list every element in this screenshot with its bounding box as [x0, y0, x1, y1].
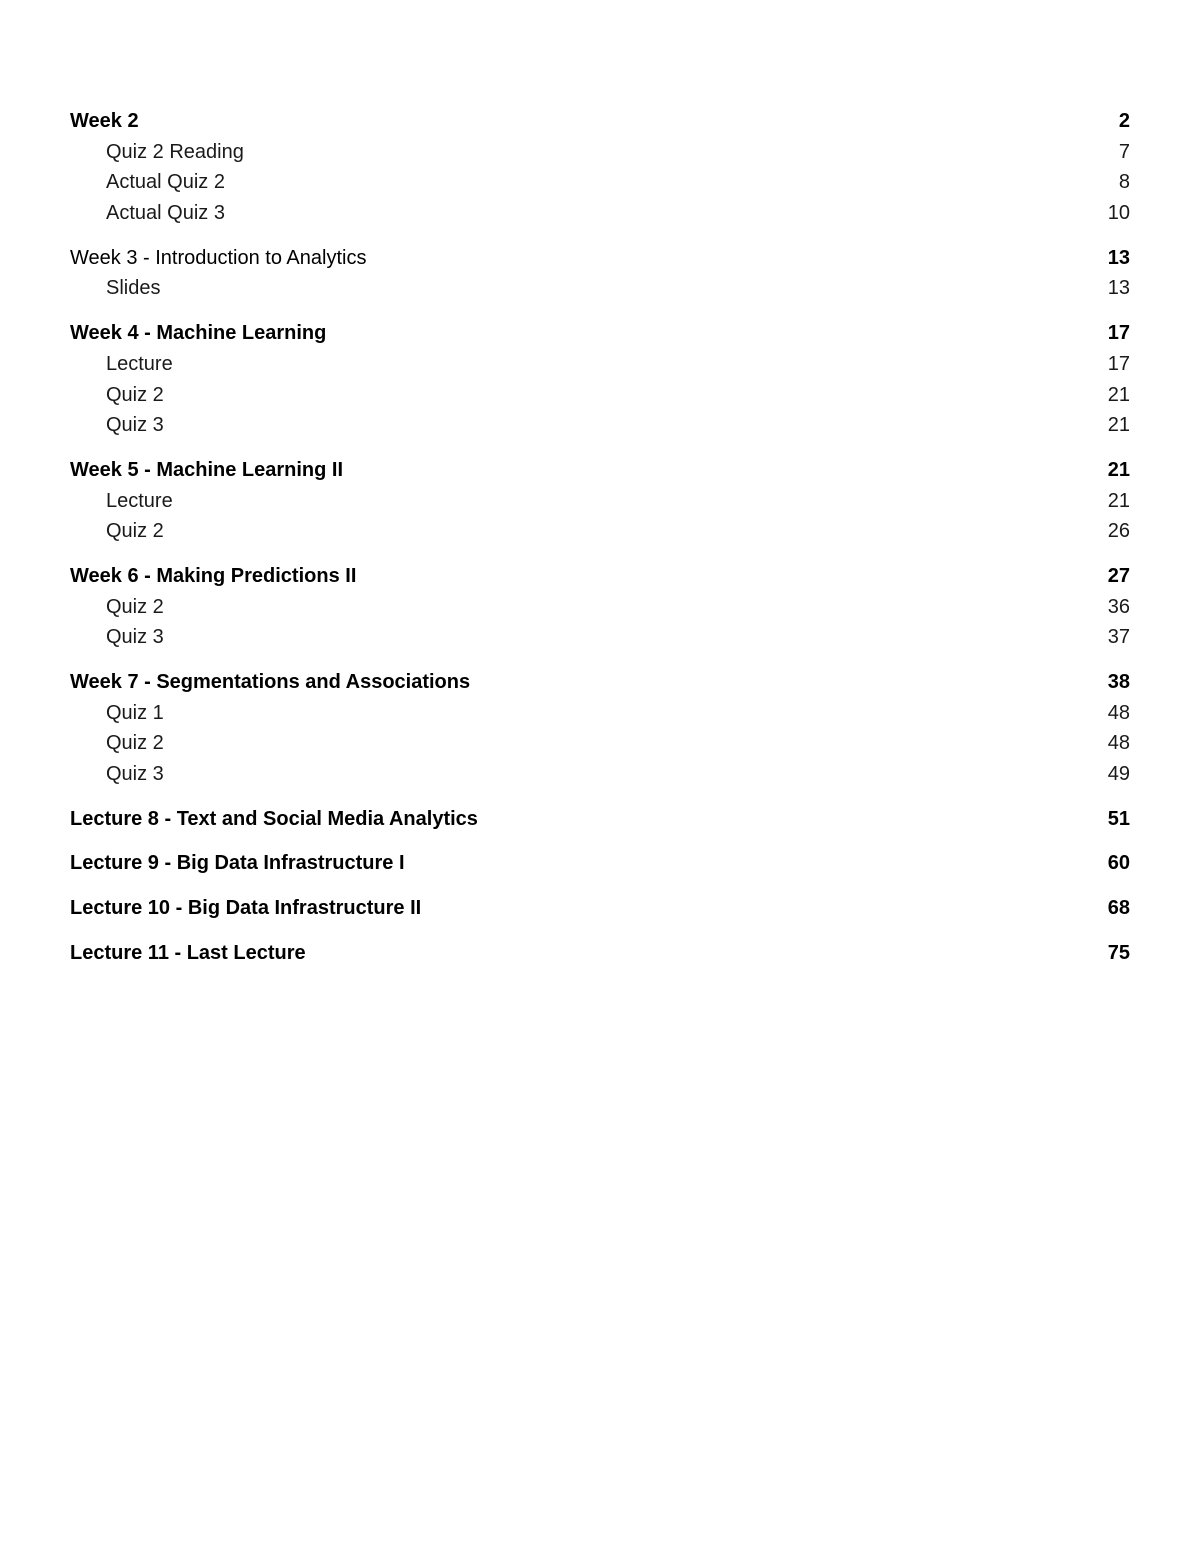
toc-section: [70, 849, 1130, 880]
toc-subentry[interactable]: [70, 199, 1130, 230]
toc-section: [70, 562, 1130, 654]
toc-heading-title: Lecture 8 - Text and Social Media Analytics: [70, 807, 478, 830]
toc-subentry-page-number: 21: [1107, 383, 1130, 406]
toc-heading-page-number: 51: [1107, 807, 1130, 830]
toc-subentry-title: Quiz 2 Reading: [106, 140, 244, 163]
toc-heading-entry[interactable]: [70, 456, 1130, 487]
toc-subentry-page-number: 49: [1107, 763, 1130, 786]
toc-subentry-title: Quiz 3: [106, 414, 164, 437]
toc-heading-entry[interactable]: [70, 319, 1130, 350]
toc-subentry-page-number: 7: [1118, 140, 1130, 163]
toc-subentry[interactable]: [70, 411, 1130, 442]
toc-subentry-title: Quiz 3: [106, 763, 164, 786]
toc-section: [70, 805, 1130, 836]
toc-subentry-title: Actual Quiz 3: [106, 202, 225, 225]
toc-subentry[interactable]: [70, 623, 1130, 654]
toc-subentry-title: Actual Quiz 2: [106, 171, 225, 194]
toc-subentry-page-number: 26: [1107, 520, 1130, 543]
toc-section: [70, 456, 1130, 548]
toc-heading-title: Lecture 10 - Big Data Infrastructure II: [70, 897, 422, 920]
toc-heading-entry[interactable]: [70, 805, 1130, 836]
toc-heading-title: Week 2: [70, 110, 139, 132]
toc-heading-page-number: 21: [1107, 458, 1130, 481]
toc-subentry[interactable]: [70, 487, 1130, 518]
toc-heading-page-number: 38: [1107, 671, 1130, 693]
toc-section: [70, 244, 1130, 305]
toc-subentry[interactable]: [70, 274, 1130, 305]
toc-subentry[interactable]: [70, 760, 1130, 791]
toc-heading-page-number: 17: [1107, 322, 1130, 345]
toc-subentry-page-number: 13: [1107, 277, 1130, 300]
toc-subentry-page-number: 17: [1107, 352, 1130, 375]
toc-subentry-page-number: 21: [1107, 489, 1130, 512]
toc-subentry-page-number: 10: [1107, 202, 1130, 225]
toc-subentry-title: Quiz 1: [106, 701, 164, 724]
toc-heading-page-number: 75: [1107, 941, 1130, 964]
toc-subentry-title: Quiz 2: [106, 595, 164, 618]
toc-heading-title: Week 6 - Making Predictions II: [70, 564, 357, 587]
toc-subentry-page-number: 8: [1118, 171, 1130, 194]
toc-subentry-page-number: 36: [1107, 595, 1130, 618]
toc-heading-page-number: 2: [1118, 110, 1130, 132]
toc-heading-title: Week 3 - Introduction to Analytics: [70, 246, 367, 269]
toc-heading-title: Week 7 - Segmentations and Associations: [70, 671, 471, 693]
toc-subentry[interactable]: [70, 699, 1130, 730]
toc-heading-page-number: 60: [1107, 852, 1130, 875]
toc-subentry-title: Quiz 2: [106, 383, 164, 406]
toc-subentry-title: Quiz 3: [106, 626, 164, 649]
toc-heading-page-number: 27: [1107, 564, 1130, 587]
toc-heading-entry[interactable]: [70, 244, 1130, 275]
toc-subentry-title: Quiz 2: [106, 732, 164, 755]
toc-subentry-page-number: 37: [1107, 626, 1130, 649]
toc-subentry-page-number: 48: [1107, 701, 1130, 724]
toc-heading-title: Lecture 9 - Big Data Infrastructure I: [70, 852, 405, 875]
toc-heading-entry[interactable]: [70, 562, 1130, 593]
toc-subentry[interactable]: [70, 350, 1130, 381]
toc-section: [70, 319, 1130, 442]
toc-subentry[interactable]: [70, 593, 1130, 624]
toc-subentry[interactable]: [70, 517, 1130, 548]
toc-heading-page-number: 13: [1107, 246, 1130, 269]
toc-subentry-page-number: 21: [1107, 414, 1130, 437]
toc-subentry-title: Quiz 2: [106, 520, 164, 543]
toc-subentry-title: Lecture: [106, 489, 173, 512]
toc-subentry[interactable]: [70, 168, 1130, 199]
toc-heading-entry[interactable]: [70, 939, 1130, 970]
toc-subentry[interactable]: [70, 729, 1130, 760]
toc-section: [70, 894, 1130, 925]
toc-heading-title: Week 5 - Machine Learning II: [70, 458, 344, 481]
toc-section: [70, 107, 1130, 230]
table-of-contents: [70, 107, 1130, 984]
toc-section: [70, 939, 1130, 970]
toc-subentry[interactable]: [70, 381, 1130, 412]
toc-heading-entry[interactable]: [70, 107, 1130, 138]
toc-heading-page-number: 68: [1107, 897, 1130, 920]
toc-heading-entry[interactable]: [70, 894, 1130, 925]
toc-heading-entry[interactable]: [70, 668, 1130, 699]
toc-subentry-page-number: 48: [1107, 732, 1130, 755]
toc-subentry[interactable]: [70, 138, 1130, 169]
toc-section: [70, 668, 1130, 791]
toc-subentry-title: Lecture: [106, 352, 173, 375]
toc-heading-title: Week 4 - Machine Learning: [70, 322, 327, 345]
toc-subentry-title: Slides: [106, 277, 161, 300]
toc-heading-title: Lecture 11 - Last Lecture: [70, 941, 306, 964]
toc-heading-entry[interactable]: [70, 849, 1130, 880]
